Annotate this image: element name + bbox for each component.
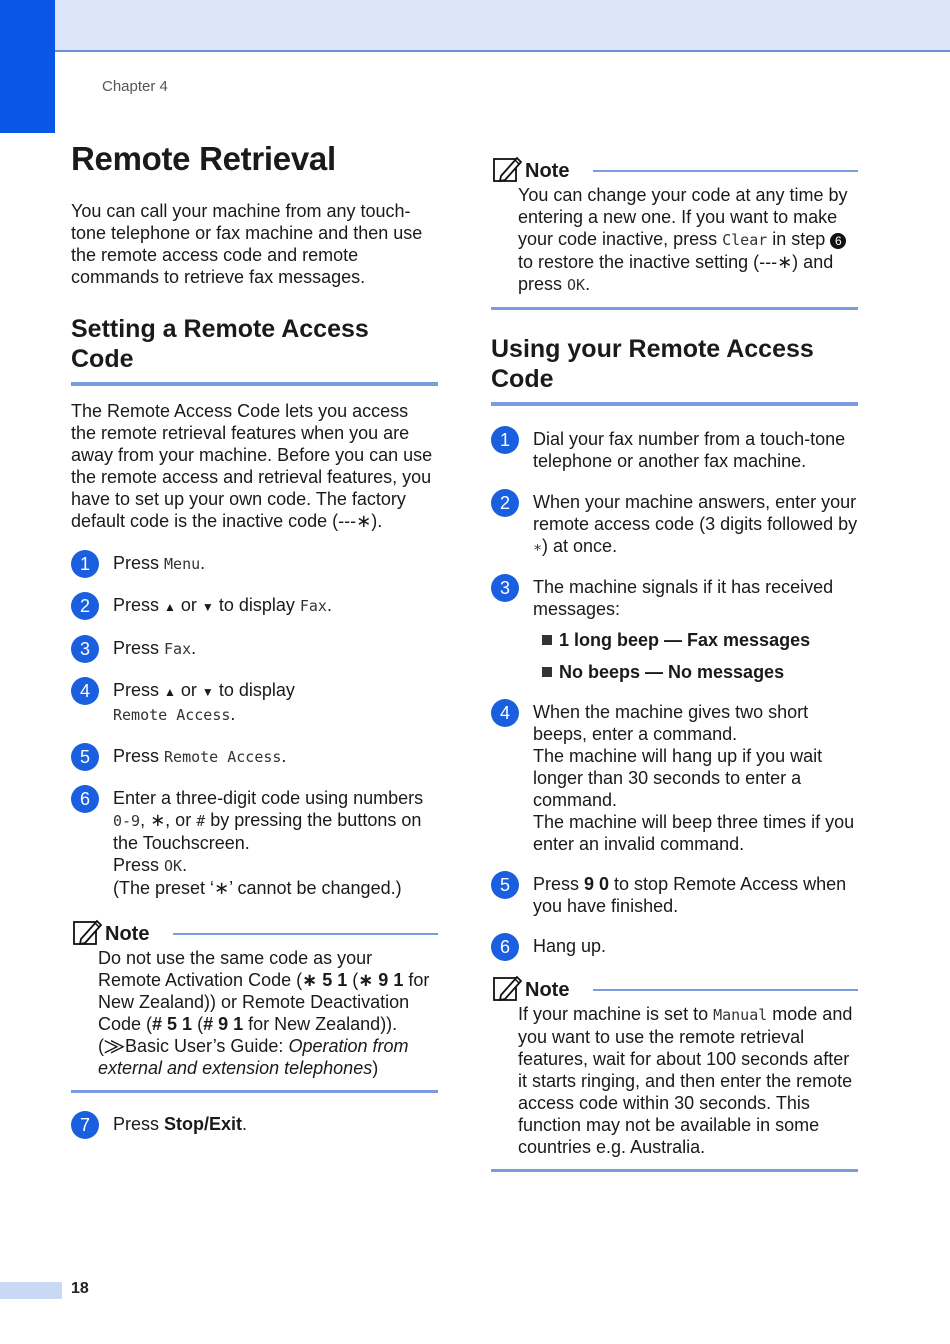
note-label: Note: [525, 979, 570, 1001]
step-4: [71, 679, 438, 726]
note-text: You can change your code at any time by entering a new one. If you want to make your code inactive, press Clear in step 6 to restore the inactive setting (---∗) and press OK.: [518, 185, 848, 294]
step-text: Hang up.: [533, 936, 607, 956]
step-number: 3: [71, 635, 99, 663]
intro-paragraph: You can call your machine from any touch-tone telephone or fax machine and then use the remote access code and remote commands to retrieve fax messages.: [71, 201, 423, 287]
step-text: The machine will beep three times if you enter an invalid command.: [533, 812, 855, 854]
step-text: .: [230, 704, 236, 724]
step-2: [491, 491, 858, 558]
step-5: [71, 745, 438, 768]
note-box-right-bottom: [491, 969, 858, 1172]
step-text: Press: [113, 680, 165, 700]
step-6: [71, 787, 438, 899]
note-pencil-icon: [71, 917, 103, 947]
step-text: or: [175, 595, 202, 615]
left-column: [71, 140, 438, 1135]
step-text: or: [175, 680, 202, 700]
note-rule: [593, 170, 858, 172]
step-number: 6: [71, 785, 99, 813]
step-text: Press: [113, 855, 165, 875]
step-2: [71, 594, 438, 618]
note-text: Do not use the same code as your Remote Activation Code (∗ 5 1 (∗ 9 1 for New Zealand)) or Remote Deactivation Code (# 5 1 (# 9 1 for New Zealand)). (⨠Basic User’s Guide: Operation from external and extension telephones): [98, 948, 430, 1078]
step-1: [491, 428, 858, 472]
step-text: .: [326, 595, 332, 615]
up-arrow-icon: ▲: [164, 600, 176, 614]
bullet-square-icon: [542, 667, 552, 677]
step-number: 6: [491, 933, 519, 961]
ok-key: OK: [567, 276, 586, 294]
setting-intro-paragraph: The Remote Access Code lets you access the remote retrieval features when you are away from your machine. Before you can use the remote access and retrieval features, you have to set up your own code. The factory default code is the inactive code (---∗).: [71, 401, 433, 531]
header-band: [0, 0, 950, 52]
digits-key: 0-9: [113, 812, 141, 830]
step-number: 5: [71, 743, 99, 771]
fax-key: Fax: [164, 640, 192, 658]
ok-key: OK: [164, 857, 183, 875]
note-rule: [593, 989, 858, 991]
step-text: Press: [113, 595, 165, 615]
step-text: by pressing the buttons on the Touchscreen.: [113, 810, 422, 853]
step-text: (The preset ‘∗’ cannot be changed.): [113, 878, 402, 898]
manual-key: Manual: [713, 1006, 768, 1024]
step-6: [491, 935, 858, 957]
step-text: to display: [213, 680, 295, 700]
step-text: .: [191, 638, 197, 658]
step-text: .: [200, 553, 206, 573]
remote-access-key: Remote Access: [164, 748, 282, 766]
section-heading-using: Using your Remote Access Code: [491, 334, 858, 406]
step-text: .: [242, 1114, 248, 1134]
step-number: 2: [491, 489, 519, 517]
step-text: .: [281, 746, 287, 766]
step-text: Press: [113, 638, 165, 658]
menu-key: Menu: [164, 555, 201, 573]
note-footer-rule: [491, 307, 858, 310]
step-number: 4: [491, 699, 519, 727]
note-text: If your machine is set to Manual mode and you want to use the remote retrieval features, wait for about 100 seconds after it starts ringing, and then enter the remote access code within 30 seconds. This function may not be available in some countries e.g. Australia.: [518, 1004, 853, 1157]
note-pencil-icon: [491, 154, 523, 184]
right-column: [491, 150, 858, 1172]
step-3: [491, 576, 858, 620]
step-text: .: [182, 855, 188, 875]
step-text: When your machine answers, enter your remote access code (3 digits followed by: [533, 492, 858, 534]
step-text: When the machine gives two short beeps, enter a command.: [533, 702, 809, 744]
note-footer-rule: [491, 1169, 858, 1172]
down-arrow-icon: ▼: [201, 685, 214, 699]
chapter-label: Chapter 4: [102, 78, 168, 95]
step-text: The machine signals if it has received messages:: [533, 577, 834, 619]
fax-key: Fax: [299, 597, 327, 615]
step-number: 1: [491, 426, 519, 454]
note-footer-rule: [71, 1090, 438, 1093]
clear-key: Clear: [722, 231, 768, 249]
hash-key: #: [196, 812, 206, 830]
note-label: Note: [105, 923, 150, 945]
step-4: [491, 701, 858, 855]
exit-key: Exit: [209, 1114, 243, 1134]
up-arrow-icon: ▲: [164, 685, 176, 699]
bullet-square-icon: [542, 635, 552, 645]
step-number: 7: [71, 1111, 99, 1139]
step-text: Press: [113, 1114, 165, 1134]
section-heading-setting: Setting a Remote Access Code: [71, 314, 438, 386]
step-text: ) at once.: [542, 536, 618, 556]
reference-arrows-icon: ⨠: [104, 1036, 126, 1056]
bullet-item: 1 long beep — Fax messages: [491, 629, 858, 651]
step-text: The machine will hang up if you wait longer than 30 seconds to enter a command.: [533, 746, 823, 810]
step-text: Dial your fax number from a touch-tone telephone or another fax machine.: [533, 429, 846, 471]
stop-key: Stop: [164, 1114, 205, 1134]
step-7: 7 Press Stop/Exit.: [71, 1113, 438, 1135]
code-keys: 9 0: [584, 874, 610, 894]
step-text: Press: [533, 874, 585, 894]
bullet-item: No beeps — No messages: [491, 661, 858, 683]
step-number: 4: [71, 677, 99, 705]
step-number: 3: [491, 574, 519, 602]
page-number: 18: [71, 1280, 89, 1297]
step-1: [71, 552, 438, 575]
note-label: Note: [525, 160, 570, 182]
star-key: ∗: [533, 538, 543, 556]
step-number: 2: [71, 592, 99, 620]
footer-bar: [0, 1282, 62, 1299]
step-number: 5: [491, 871, 519, 899]
note-box-right-top: [491, 150, 858, 310]
step-text: Press: [113, 746, 165, 766]
chapter-tab: [0, 0, 55, 133]
remote-access-key: Remote Access: [113, 706, 231, 724]
note-pencil-icon: [491, 973, 523, 1003]
step-text: Enter a three-digit code using numbers: [113, 788, 424, 808]
step-3: [71, 637, 438, 660]
step-number: 1: [71, 550, 99, 578]
step-reference-badge: 6: [830, 233, 846, 249]
step-text: to stop Remote Access when you have finished.: [533, 874, 847, 916]
step-text: , ∗, or: [140, 810, 197, 830]
note-box-left: [71, 913, 438, 1093]
note-rule: [173, 933, 438, 935]
down-arrow-icon: ▼: [201, 600, 214, 614]
page-title: Remote Retrieval: [71, 140, 336, 177]
step-5: [491, 873, 858, 917]
step-text: to display: [213, 595, 300, 615]
step-text: Press: [113, 553, 165, 573]
